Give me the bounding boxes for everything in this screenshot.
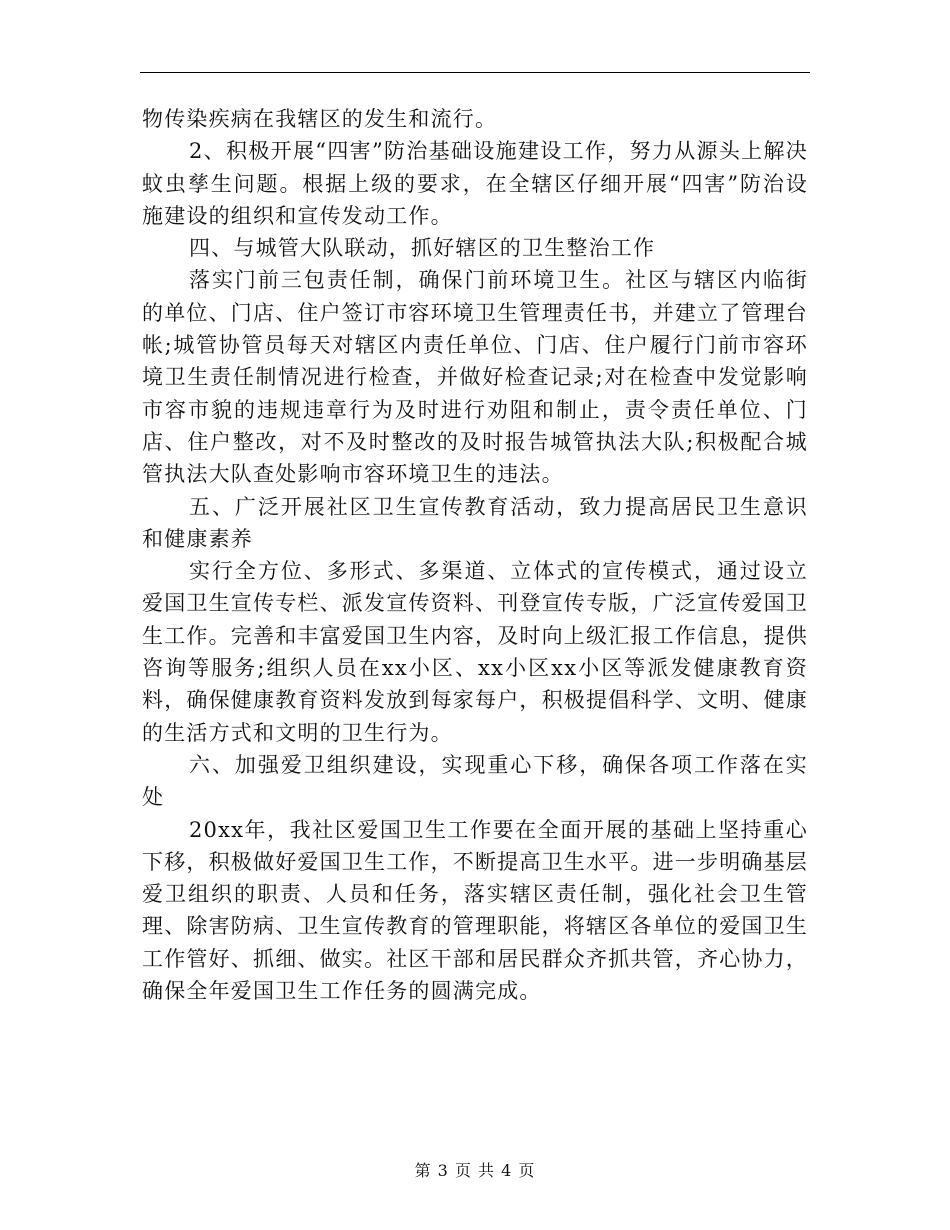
section-heading-6: 六、加强爱卫组织建设，实现重心下移，确保各项工作落在实处 [142, 752, 808, 810]
document-body [142, 103, 808, 1007]
page-number-footer: 第 3 页 共 4 页 [414, 1161, 536, 1180]
section-heading-5: 五、广泛开展社区卫生宣传教育活动，致力提高居民卫生意识和健康素养 [142, 494, 808, 551]
paragraph-continuation: 物传染疾病在我辖区的发生和流行。 [142, 107, 498, 131]
header-rule [140, 72, 810, 73]
paragraph-section-4: 落实门前三包责任制，确保门前环境卫生。社区与辖区内临街的单位、门店、住户签订市容环境卫生管理责任书，并建立了管理台帐;城管协管员每天对辖区内责任单位、门店、住户履行门前市容环境卫生责任制情况进行检查，并做好检查记录;对在检查中发觉影响市容市貌的违规违章行为及时进行劝阻和制止，责令责任单位、门店、住户整改，对不及时整改的及时报告城管执法大队;积极配合城管执法大队查处影响市容环境卫生的违法。 [142, 268, 808, 487]
paragraph-item-2: 2、积极开展“四害”防治基础设施建设工作，努力从源头上解决蚊虫孳生问题。根据上级的要求，在全辖区仔细开展“四害”防治设施建设的组织和宣传发动工作。 [142, 139, 808, 228]
section-heading-4: 四、与城管大队联动，抓好辖区的卫生整治工作 [189, 236, 656, 261]
paragraph-section-6: 20xx年，我社区爱国卫生工作要在全面开展的基础上坚持重心下移，积极做好爱国卫生工作，不断提高卫生水平。进一步明确基层爱卫组织的职责、人员和任务，落实辖区责任制，强化社会卫生管理、除害防病、卫生宣传教育的管理职能，将辖区各单位的爱国卫生工作管好、抓细、做实。社区干部和居民群众齐抓共管，齐心协力，确保全年爱国卫生工作任务的圆满完成。 [142, 817, 808, 1004]
paragraph-section-5: 实行全方位、多形式、多渠道、立体式的宣传模式，通过设立爱国卫生宣传专栏、派发宣传资料、刊登宣传专版，广泛宣传爱国卫生工作。完善和丰富爱国卫生内容，及时向上级汇报工作信息，提供咨询等服务;组织人员在xx小区、xx小区xx小区等派发健康教育资料，确保健康教育资料发放到每家每户，积极提倡科学、文明、健康的生活方式和文明的卫生行为。 [142, 559, 808, 745]
